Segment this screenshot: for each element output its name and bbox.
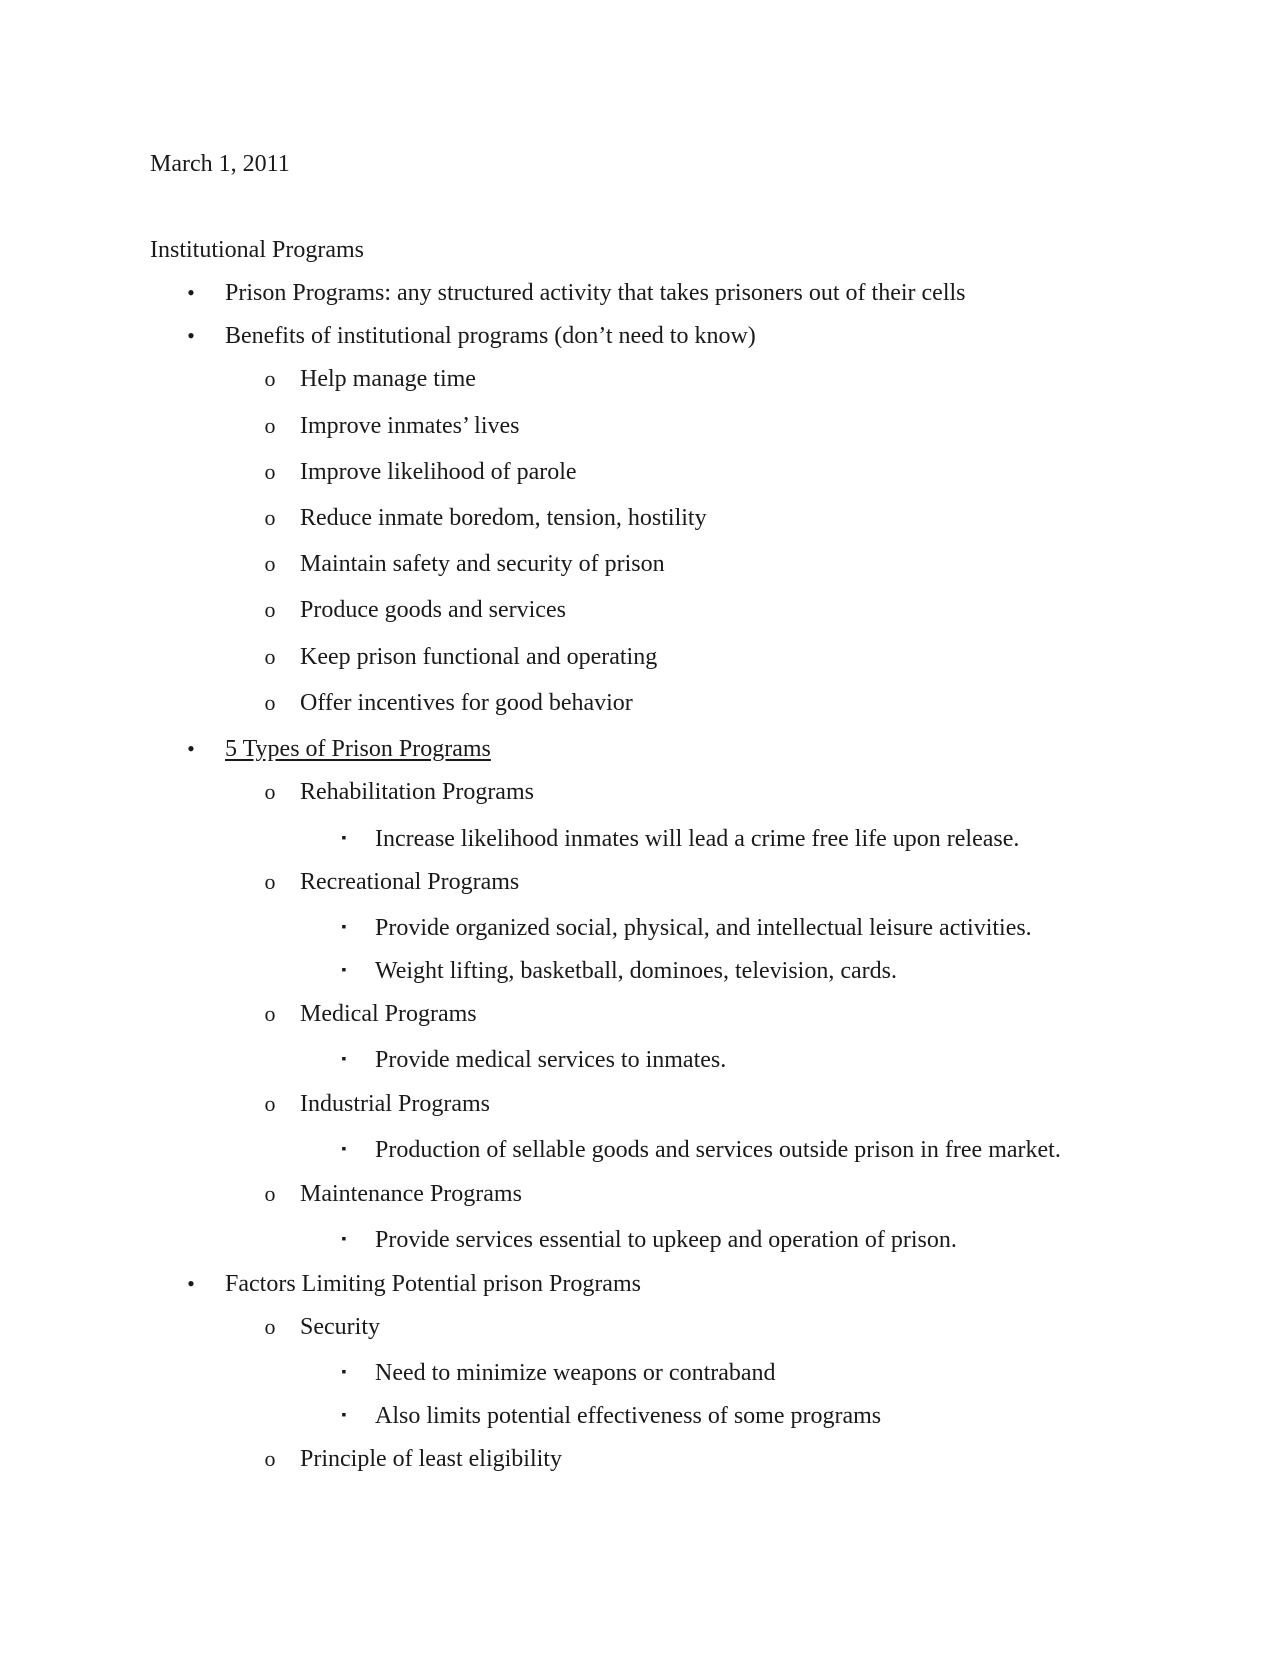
benefit-item: Improve likelihood of parole — [300, 459, 577, 485]
type-rehabilitation: Rehabilitation Programs — [300, 779, 534, 805]
bullet-marker: • — [187, 736, 195, 761]
benefit-item: Offer incentives for good behavior — [300, 690, 633, 716]
factor-security-desc-2: Also limits potential effectiveness of some programs — [375, 1403, 882, 1429]
bullet-marker: • — [187, 323, 195, 348]
sub-bullet-marker: o — [264, 869, 276, 894]
type-medical-desc: Provide medical services to inmates. — [375, 1047, 727, 1073]
sub-bullet-marker: o — [264, 366, 276, 391]
square-bullet-marker: ▪ — [341, 831, 347, 846]
square-bullet-marker: ▪ — [341, 1052, 347, 1067]
bullet-marker: • — [187, 280, 195, 305]
section-heading: Institutional Programs — [150, 237, 364, 263]
square-bullet-marker: ▪ — [341, 920, 347, 935]
list-item-benefits: Benefits of institutional programs (don’t need to know) — [225, 323, 756, 349]
sub-bullet-marker: o — [264, 779, 276, 804]
sub-bullet-marker: o — [264, 551, 276, 576]
sub-bullet-marker: o — [264, 597, 276, 622]
factor-security: Security — [300, 1314, 380, 1340]
document-date: March 1, 2011 — [150, 151, 290, 177]
sub-bullet-marker: o — [264, 690, 276, 715]
sub-bullet-marker: o — [264, 505, 276, 530]
factor-least-eligibility: Principle of least eligibility — [300, 1446, 562, 1472]
type-medical: Medical Programs — [300, 1001, 477, 1027]
factor-security-desc-1: Need to minimize weapons or contraband — [375, 1360, 776, 1386]
type-maintenance-desc: Provide services essential to upkeep and operation of prison. — [375, 1227, 957, 1253]
benefit-item: Maintain safety and security of prison — [300, 551, 665, 577]
list-item-types-heading: 5 Types of Prison Programs — [225, 736, 491, 762]
type-maintenance: Maintenance Programs — [300, 1181, 522, 1207]
type-industrial: Industrial Programs — [300, 1091, 490, 1117]
sub-bullet-marker: o — [264, 1001, 276, 1026]
list-item-factors-heading: Factors Limiting Potential prison Programs — [225, 1271, 641, 1297]
benefit-item: Improve inmates’ lives — [300, 413, 520, 439]
square-bullet-marker: ▪ — [341, 1365, 347, 1380]
sub-bullet-marker: o — [264, 644, 276, 669]
bullet-marker: • — [187, 1271, 195, 1296]
sub-bullet-marker: o — [264, 459, 276, 484]
benefit-item: Keep prison functional and operating — [300, 644, 658, 670]
type-recreational-desc-2: Weight lifting, basketball, dominoes, television, cards. — [375, 958, 897, 984]
sub-bullet-marker: o — [264, 1091, 276, 1116]
list-item-prison-programs: Prison Programs: any structured activity that takes prisoners out of their cells — [225, 280, 966, 306]
benefit-item: Help manage time — [300, 366, 476, 392]
type-recreational-desc-1: Provide organized social, physical, and intellectual leisure activities. — [375, 915, 1032, 941]
benefit-item: Reduce inmate boredom, tension, hostility — [300, 505, 707, 531]
sub-bullet-marker: o — [264, 1314, 276, 1339]
square-bullet-marker: ▪ — [341, 1408, 347, 1423]
type-rehabilitation-desc: Increase likelihood inmates will lead a crime free life upon release. — [375, 826, 1020, 852]
sub-bullet-marker: o — [264, 413, 276, 438]
benefit-item: Produce goods and services — [300, 597, 566, 623]
sub-bullet-marker: o — [264, 1181, 276, 1206]
square-bullet-marker: ▪ — [341, 1232, 347, 1247]
type-industrial-desc: Production of sellable goods and services outside prison in free market. — [375, 1137, 1061, 1163]
type-recreational: Recreational Programs — [300, 869, 520, 895]
sub-bullet-marker: o — [264, 1446, 276, 1471]
square-bullet-marker: ▪ — [341, 963, 347, 978]
square-bullet-marker: ▪ — [341, 1142, 347, 1157]
